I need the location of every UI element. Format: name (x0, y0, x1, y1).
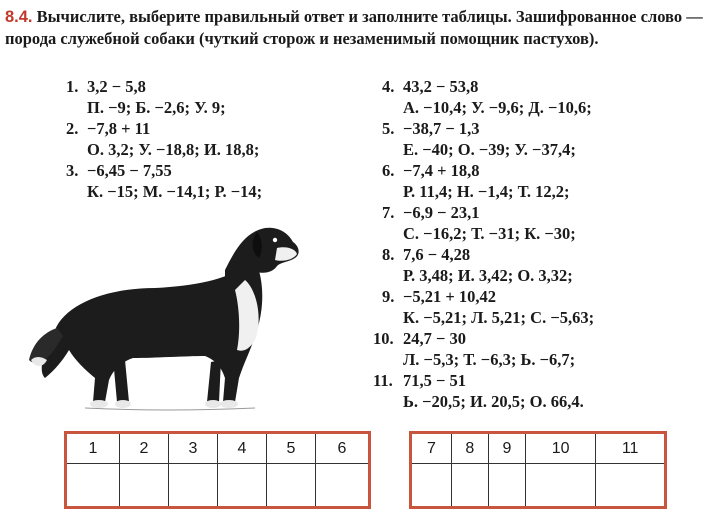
problem-answers: П. −9; Б. −2,6; У. 9; (87, 98, 226, 117)
table-header-cell: 9 (488, 433, 525, 464)
answer-table-left (64, 431, 371, 509)
problem-expression: −6,45 − 7,55 (87, 161, 172, 180)
problem-answers: К. −5,21; Л. 5,21; С. −5,63; (403, 308, 595, 327)
table-header-cell: 10 (525, 433, 595, 464)
answer-cell[interactable] (596, 464, 666, 508)
table-header-cell: 6 (316, 433, 370, 464)
problem-expression: 43,2 − 53,8 (403, 77, 479, 96)
table-header-cell: 3 (168, 433, 217, 464)
problem-answers: С. −16,2; Т. −31; К. −30; (403, 224, 576, 243)
problem-number: 11. (373, 371, 393, 390)
problem-expression: −7,8 + 11 (87, 119, 151, 138)
table-header-cell: 2 (119, 433, 168, 464)
problem-11 (373, 370, 584, 412)
answer-cell[interactable] (525, 464, 595, 508)
problem-3 (66, 160, 262, 202)
problem-6 (382, 160, 570, 202)
problem-5 (382, 118, 576, 160)
problem-4 (382, 76, 592, 118)
answer-cell[interactable] (267, 464, 316, 508)
problem-number: 5. (382, 119, 395, 138)
problem-answers: А. −10,4; У. −9,6; Д. −10,6; (403, 98, 592, 117)
problem-answers: Ь. −20,5; И. 20,5; О. 66,4. (403, 392, 584, 411)
problem-answers: Е. −40; О. −39; У. −37,4; (403, 140, 576, 159)
table-header-cell: 7 (411, 433, 452, 464)
problem-answers: Л. −5,3; Т. −6,3; Ь. −6,7; (403, 350, 576, 369)
problem-number: 10. (373, 329, 394, 348)
problem-expression: −38,7 − 1,3 (403, 119, 480, 138)
answer-cell[interactable] (316, 464, 370, 508)
problem-answers: Р. 3,48; И. 3,42; О. 3,32; (403, 266, 573, 285)
table-header-cell: 11 (596, 433, 666, 464)
problem-expression: 24,7 − 30 (403, 329, 467, 348)
answer-cell[interactable] (451, 464, 488, 508)
problem-number: 7. (382, 203, 395, 222)
problem-answers: О. 3,2; У. −18,8; И. 18,8; (87, 140, 260, 159)
answer-cell[interactable] (119, 464, 168, 508)
table-header-cell: 1 (66, 433, 120, 464)
problem-expression: −5,21 + 10,42 (403, 287, 497, 306)
task-number: 8.4. (5, 8, 33, 26)
problem-8 (382, 244, 573, 286)
problem-number: 3. (66, 161, 79, 180)
problem-expression: 7,6 − 4,28 (403, 245, 471, 264)
dog-illustration (25, 210, 300, 415)
problem-10 (373, 328, 576, 370)
problem-expression: 3,2 − 5,8 (87, 77, 146, 96)
answer-table-right (409, 431, 667, 509)
problem-number: 1. (66, 77, 79, 96)
answer-cell[interactable] (66, 464, 120, 508)
problem-number: 8. (382, 245, 395, 264)
problem-answers: Р. 11,4; Н. −1,4; Т. 12,2; (403, 182, 570, 201)
table-header-cell: 4 (217, 433, 266, 464)
problem-expression: −7,4 + 18,8 (403, 161, 480, 180)
problem-number: 6. (382, 161, 395, 180)
problem-answers: К. −15; М. −14,1; Р. −14; (87, 182, 263, 201)
answer-cell[interactable] (168, 464, 217, 508)
problem-number: 2. (66, 119, 79, 138)
table-header-cell: 8 (451, 433, 488, 464)
answer-cell[interactable] (488, 464, 525, 508)
problem-number: 4. (382, 77, 395, 96)
table-header-cell: 5 (267, 433, 316, 464)
answer-cell[interactable] (217, 464, 266, 508)
answer-cell[interactable] (411, 464, 452, 508)
problem-7 (382, 202, 576, 244)
task-text: Вычислите, выберите правильный ответ и заполните таблицы. Зашифрованное слово — порода служебной собаки (чуткий сторож и незаменимый помощник пастухов). (5, 7, 703, 48)
problem-2 (66, 118, 259, 160)
problem-number: 9. (382, 287, 395, 306)
problem-9 (382, 286, 594, 328)
problem-expression: −6,9 − 23,1 (403, 203, 480, 222)
problem-expression: 71,5 − 51 (403, 371, 467, 390)
task-statement (5, 6, 721, 50)
problem-1 (66, 76, 226, 118)
